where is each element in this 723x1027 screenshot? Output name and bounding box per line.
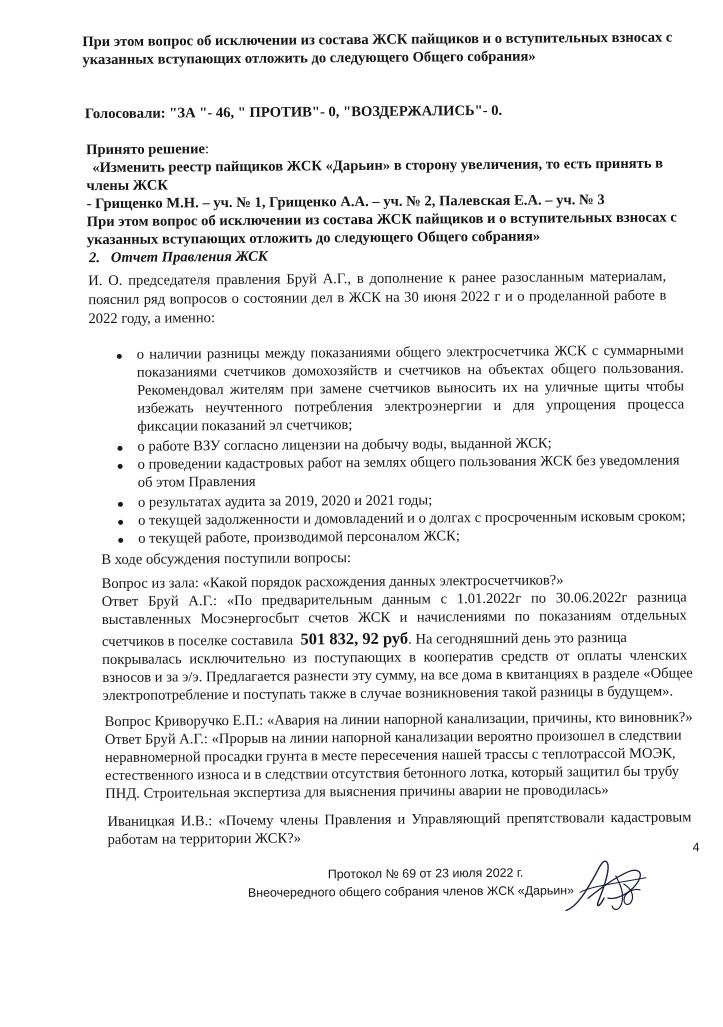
bullet-text: избежать неучтенного потребления электроэнергии и для упрощения процесса	[137, 396, 685, 417]
decision-colon: :	[204, 141, 210, 158]
decision-block-line: При этом вопрос об исключении из состава ЖСК пайщиков и о вступительных взносах с	[82, 29, 673, 51]
vote-result: Голосовали: "ЗА "- 46, " ПРОТИВ"- 0, "ВОЗДЕРЖАЛИСЬ"- 0.	[84, 102, 503, 123]
bullet-marker	[117, 354, 122, 359]
answer-1-line: электропотребление и поступать также в случае возникновения такой разницы в будущем».	[102, 683, 674, 705]
bullet-text: Рекомендовал жителям при замене счетчиков выносить их на уличные щиты чтобы	[136, 378, 685, 399]
answer-2-line: ПНД. Строительная экспертиза для выяснения причины аварии не проводилась»	[105, 782, 609, 803]
bullet-text: о результатах аудита за 2019, 2020 и 2021 годы;	[137, 492, 433, 511]
answer-2-line: Ответ Бруй А.Г.: «Прорыв на линии напорной канализации вероятно произошел в следствии	[104, 727, 682, 749]
bullet-marker	[118, 538, 123, 543]
bullet-text: о наличии разницы между показаниями общего электросчетчика ЖСК с суммарными	[136, 342, 684, 363]
answer-1-line: взносов и за э/э. Предлагается разнести эту сумму, на все дома в квитанциях в разделе «Общее	[102, 665, 693, 687]
intro-line: пояснил ряд вопросов о состоянии дел в ЖСК на 30 июня 2022 г и о проделанной работе в	[88, 287, 667, 309]
section-number: 2.	[88, 250, 101, 267]
bullet-text: фиксации показаний эл счетчиков;	[137, 417, 353, 435]
decision-label: Принято решение	[86, 141, 206, 159]
answer-1-text: счетчиков в поселке составила	[101, 632, 294, 651]
bullet-text: о проведении кадастровых работ на землях общего пользования ЖСК без уведомления	[137, 452, 680, 473]
decision-heading	[86, 141, 209, 159]
answer-2-line: неравномерной просадки грунта в месте пересечения нашей трассы с теплотрассой МОЭК,	[104, 745, 676, 767]
bullet-text: о текущей задолженности и домовладений и о долгах с просроченным исковым сроком;	[137, 508, 686, 529]
discrepancy-amount: 501 832, 92 руб	[300, 628, 409, 649]
bullet-marker	[117, 446, 122, 451]
bullet-text: показаниями счетчиков домохозяйств и счетчиков на объектах общего пользования.	[136, 360, 684, 381]
footer-protocol: Протокол № 69 от 23 июля 2022 г.	[327, 865, 524, 882]
bullet-text: об этом Правления	[137, 473, 256, 491]
question-2: Вопрос Криворучко Е.П.: «Авария на линии напорной канализации, причины, кто виновник?»	[104, 709, 693, 731]
decision-members: - Грищенко М.Н. – уч. № 1, Грищенко А.А. – уч. № 2, Палевская Е.А. – уч. № 3	[86, 192, 605, 213]
decision-text: члены ЖСК	[86, 177, 169, 195]
section-heading	[89, 249, 268, 267]
answer-1-line: Ответ Бруй А.Г.: «По предварительным данным с 1.01.2022г по 30.06.2022г разница	[101, 589, 687, 611]
question-1: Вопрос из зала: «Какой порядок расхождения данных электросчетчиков?»	[101, 572, 564, 593]
question-3-line: работам на территории ЖСК?»	[107, 830, 302, 849]
answer-1-text: . На сегодняшний день это разница	[408, 629, 627, 648]
signature-image	[558, 848, 654, 924]
section-title: Отчет Правления ЖСК	[110, 248, 268, 266]
bullet-marker	[118, 464, 123, 469]
decision-block-line: указанных вступающих отложить до следующего Общего собрания»	[82, 48, 536, 69]
bullet-marker	[118, 520, 123, 525]
question-3-line: Иваницкая И.В.: «Почему члены Правления и Управляющий препятствовали кадастровым	[107, 809, 692, 831]
bullet-text: о текущей работе, производимой персоналом ЖСК;	[138, 528, 460, 547]
answer-1-line: покрывалась исключительно из поступающих в кооператив средств от оплаты членских	[102, 647, 688, 669]
decision-note: При этом вопрос об исключении из состава ЖСК пайщиков и о вступительных взносах с	[86, 209, 677, 231]
answer-2-line: естественного износа и в следствии отсутствия бетонного лотка, который защитил бы трубу	[105, 763, 680, 785]
intro-line: И. О. председателя правления Бруй А.Г., в дополнение к ранее разосланным материалам,	[88, 268, 667, 290]
discussion-intro: В ходе обсуждения поступили вопросы:	[101, 550, 352, 569]
bullet-marker	[118, 502, 123, 507]
footer-meeting: Внеочередного общего собрания членов ЖСК «Дарьин»	[247, 883, 575, 900]
decision-note: указанных вступающих отложить до следующего Общего собрания»	[86, 228, 541, 249]
intro-line: 2022 году, а именно:	[88, 310, 216, 328]
decision-text: «Изменить реестр пайщиков ЖСК «Дарьин» в сторону увеличения, то есть принять в	[92, 155, 664, 177]
bullet-text: о работе ВЗУ согласно лицензии на добычу воды, выданной ЖСК;	[137, 435, 552, 455]
page-number: 4	[692, 840, 700, 855]
answer-1-line: выставленных Мосэнергосбыт счетов ЖСК и начислениями по показаниям отдельных	[101, 607, 687, 629]
